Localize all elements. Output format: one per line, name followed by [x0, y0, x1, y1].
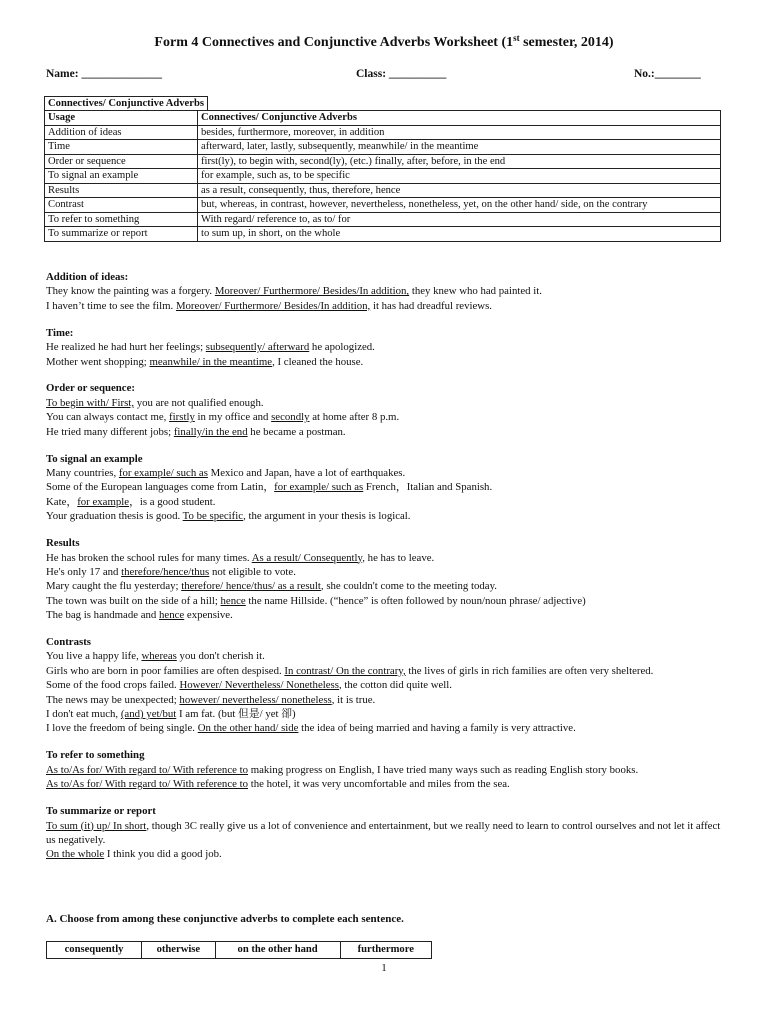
table-row — [45, 183, 721, 198]
section-heading: Addition of ideas: — [46, 271, 129, 283]
table-cell-adverbs: afterward, later, lastly, subsequently, meanwhile/ in the meantime — [198, 140, 721, 155]
table-cell-usage: To signal an example — [45, 169, 198, 184]
section-heading: Contrasts — [46, 636, 91, 649]
section-heading: Results — [46, 537, 80, 550]
table-header-row — [45, 111, 721, 126]
table-row — [45, 212, 721, 227]
example-sentence: I love the freedom of being single. On the other hand/ side the idea of being married and having a family is very attractive. — [46, 722, 576, 735]
word-option: furthermore — [340, 942, 431, 959]
table-cell-adverbs: for example, such as, to be specific — [198, 169, 721, 184]
section-example — [46, 452, 724, 524]
table-cell-adverbs: With regard/ reference to, as to/ for — [198, 212, 721, 227]
table-cell-adverbs: as a result, consequently, thus, therefore, hence — [198, 183, 721, 198]
table-cell-usage: Contrast — [45, 198, 198, 213]
section-results — [46, 536, 724, 622]
example-sentence: I don't eat much, (and) yet/but I am fat. (but 但是/ yet 卻) — [46, 708, 296, 721]
example-sentence: Girls who are born in poor families are often despised. In contrast/ On the contrary, the lives of girls in rich families are often very sheltered. — [46, 664, 654, 677]
example-sentence: As to/As for/ With regard to/ With reference to making progress on English, I have tried many ways such as reading English story books. — [46, 763, 639, 776]
example-sentence: Many countries, for example/ such as Mexico and Japan, have a lot of earthquakes. — [46, 466, 406, 479]
section-heading: To refer to something — [46, 749, 145, 762]
example-sentence: They know the painting was a forgery. Moreover/ Furthermore/ Besides/In addition, they knew who had painted it. — [46, 285, 542, 298]
table-row — [45, 169, 721, 184]
page-number: 1 — [381, 962, 387, 974]
table-cell-usage: Order or sequence — [45, 154, 198, 169]
table-row — [45, 125, 721, 140]
section-refer — [46, 748, 724, 791]
example-sentence: You can always contact me, firstly in my office and secondly at home after 8 p.m. — [46, 411, 400, 424]
word-option: consequently — [47, 942, 142, 959]
table-cell-usage: To summarize or report — [45, 227, 198, 242]
section-contrasts — [46, 635, 724, 736]
table-cell-usage: To refer to something — [45, 212, 198, 227]
table-cell-adverbs: besides, furthermore, moreover, in addition — [198, 125, 721, 140]
word-option: otherwise — [142, 942, 216, 959]
section-heading: To summarize or report — [46, 805, 156, 818]
connectives-table — [44, 110, 721, 242]
example-sentence: You live a happy life, whereas you don't cherish it. — [46, 650, 265, 663]
example-sentence: Some of the food crops failed. However/ Nevertheless/ Nonetheless, the cotton did quite well. — [46, 679, 452, 692]
example-sentence: I haven’t time to see the film. Moreover/ Furthermore/ Besides/In addition, it has had dreadful reviews. — [46, 299, 492, 312]
section-summarize — [46, 804, 724, 862]
section-heading: Order or sequence: — [46, 382, 135, 395]
example-sentence: The bag is handmade and hence expensive. — [46, 609, 233, 622]
table-cell-usage: Time — [45, 140, 198, 155]
table-row — [45, 140, 721, 155]
class-field: Class: __________ — [356, 68, 447, 80]
table-cell-usage: Addition of ideas — [45, 125, 198, 140]
example-sentence: He tried many different jobs; finally/in the end he became a postman. — [46, 425, 346, 438]
table-header-usage: Usage — [45, 111, 198, 126]
table-row — [45, 227, 721, 242]
section-order — [46, 381, 724, 439]
example-sentence: Kate，for example，is a good student. — [46, 495, 216, 508]
table-row — [45, 154, 721, 169]
example-sentence: He realized he had hurt her feelings; subsequently/ afterward he apologized. — [46, 341, 375, 354]
section-heading: Time: — [46, 326, 74, 339]
example-sentence: He's only 17 and therefore/hence/thus not eligible to vote. — [46, 565, 296, 578]
section-time — [46, 326, 724, 369]
examples-content — [46, 270, 724, 874]
worksheet-title: Form 4 Connectives and Conjunctive Adverbs Worksheet (1st semester, 2014) — [154, 33, 614, 50]
example-sentence: The town was built on the side of a hill; hence the name Hillside. (“hence” is often followed by noun/noun phrase/ adjective) — [46, 594, 586, 607]
section-heading: To signal an example — [46, 452, 143, 465]
example-sentence: As to/As for/ With regard to/ With reference to the hotel, it was very uncomfortable and miles from the sea. — [46, 778, 510, 791]
example-sentence: He has broken the school rules for many times. As a result/ Consequently, he has to leave. — [46, 551, 435, 564]
name-field: Name: ______________ — [46, 68, 162, 80]
table-row — [45, 198, 721, 213]
table-cell-adverbs: to sum up, in short, on the whole — [198, 227, 721, 242]
example-sentence: The news may be unexpected; however/ nevertheless/ nonetheless, it is true. — [46, 693, 376, 706]
example-sentence: Some of the European languages come from Latin，for example/ such as French，Italian and Spanish. — [46, 481, 493, 494]
exercise-instruction: A. Choose from among these conjunctive adverbs to complete each sentence. — [46, 913, 404, 925]
section-addition — [46, 270, 724, 313]
example-sentence: Mary caught the flu yesterday; therefore/ hence/thus/ as a result, she couldn't come to the meeting today. — [46, 580, 497, 593]
example-sentence: On the whole I think you did a good job. — [46, 848, 222, 861]
table-caption: Connectives/ Conjunctive Adverbs — [44, 96, 208, 111]
example-sentence: To sum (it) up/ In short, though 3C really give us a lot of convenience and entertainment, but we really need to learn to control ourselves and not let it affect us negatively. — [46, 819, 721, 846]
example-sentence: Your graduation thesis is good. To be specific, the argument in your thesis is logical. — [46, 510, 411, 523]
example-sentence: To begin with/ First, you are not qualified enough. — [46, 396, 264, 409]
word-option: on the other hand — [215, 942, 340, 959]
number-field: No.:________ — [634, 68, 701, 80]
table-cell-usage: Results — [45, 183, 198, 198]
table-cell-adverbs: first(ly), to begin with, second(ly), (etc.) finally, after, before, in the end — [198, 154, 721, 169]
table-cell-adverbs: but, whereas, in contrast, however, nevertheless, nonetheless, yet, on the other hand/ side, on the contrary — [198, 198, 721, 213]
table-header-adverbs: Connectives/ Conjunctive Adverbs — [198, 111, 721, 126]
example-sentence: Mother went shopping; meanwhile/ in the meantime, I cleaned the house. — [46, 355, 364, 368]
student-info-row — [46, 67, 726, 83]
word-box — [46, 941, 432, 959]
